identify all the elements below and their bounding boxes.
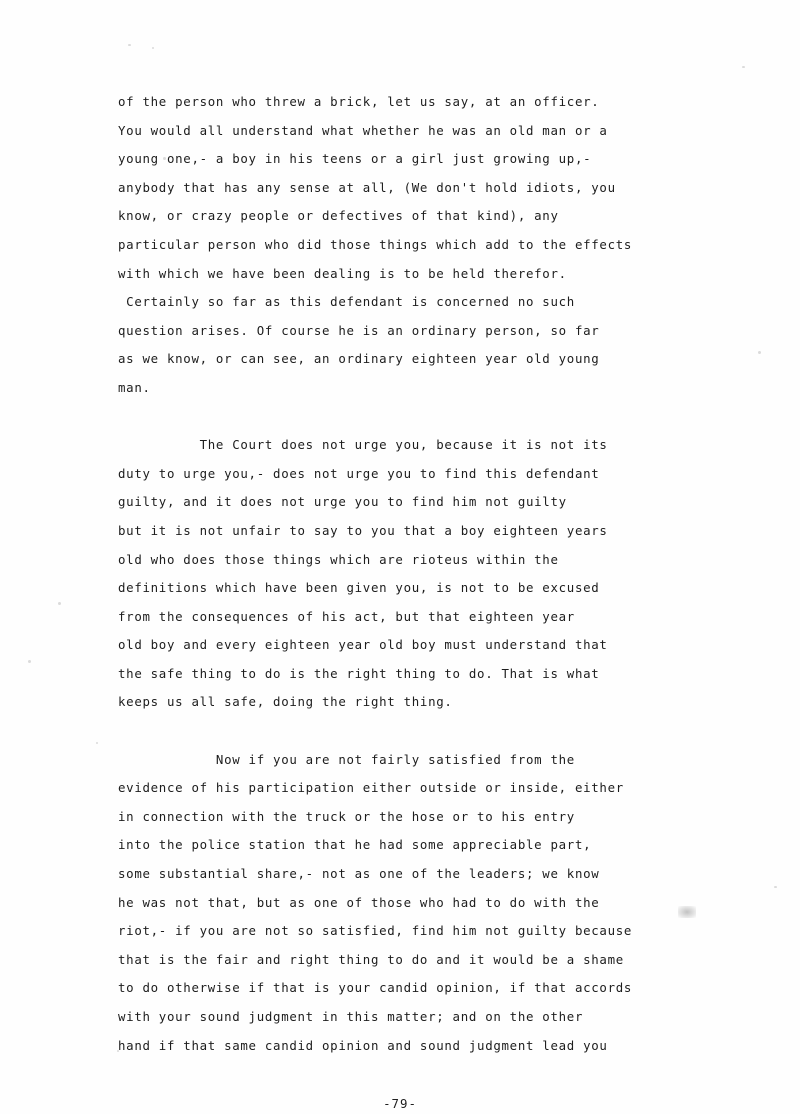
text-line: to do otherwise if that is your candid opinion, if that accords [118,980,633,996]
text-line: young one,- a boy in his teens or a girl just growing up,- [118,151,592,167]
text-line: hand if that same candid opinion and sound judgment lead you [118,1037,608,1053]
text-line: as we know, or can see, an ordinary eighteen year old young [118,351,600,367]
text-line: definitions which have been given you, is not to be excused [118,580,600,596]
paper-speck [774,886,777,888]
text-line: Now if you are not fairly satisfied from the [118,751,575,767]
paper-speck [28,660,31,663]
text-line: of the person who threw a brick, let us say, at an officer. [118,94,600,109]
text-line: the safe thing to do is the right thing to do. That is what [118,665,600,681]
paragraph [118,88,758,288]
text-line: with your sound judgment in this matter; and on the other [118,1009,584,1024]
text-line: particular person who did those things which add to the effects [118,236,633,252]
text-line: from the consequences of his act, but that eighteen year [118,608,575,624]
text-line: duty to urge you,- does not urge you to find this defendant [118,465,600,481]
text-line: know, or crazy people or defectives of that kind), any [118,208,559,224]
document-text-body [118,88,758,1060]
text-line: that is the fair and right thing to do and it would be a shame [118,951,624,967]
paper-speck [152,47,154,49]
text-line: with which we have been dealing is to be held therefor. [118,265,567,281]
text-line: anybody that has any sense at all, (We don't hold idiots, you [118,179,616,195]
text-line: Certainly so far as this defendant is concerned no such [118,294,575,310]
text-line: into the police station that he had some appreciable part, [118,837,592,853]
text-line: You would all understand what whether he was an old man or a [118,122,608,138]
paper-speck [96,742,98,744]
paper-speck [758,351,761,354]
text-line: but it is not unfair to say to you that a boy eighteen years [118,522,608,538]
text-line: The Court does not urge you, because it is not its [118,437,608,453]
text-line: old who does those things which are rioteus within the [118,551,559,567]
paragraph-gap [118,717,758,746]
text-line: evidence of his participation either outside or inside, either [118,780,624,796]
paragraph [118,746,758,1061]
text-line: he was not that, but as one of those who had to do with the [118,894,600,910]
text-line: keeps us all safe, doing the right thing. [118,694,453,710]
paper-speck [128,44,131,46]
paper-speck [58,602,61,605]
text-line: man. [118,379,151,395]
page-number: -79- [383,1096,417,1111]
paragraph-gap [118,403,758,432]
text-line: guilty, and it does not urge you to find him not guilty [118,494,567,510]
text-line: old boy and every eighteen year old boy must understand that [118,637,608,653]
text-line: some substantial share,- not as one of the leaders; we know [118,866,600,882]
paper-speck [742,66,745,68]
paragraph [118,431,758,717]
text-line: in connection with the truck or the hose or to his entry [118,808,575,824]
text-line: question arises. Of course he is an ordinary person, so far [118,322,600,338]
paragraph [118,288,758,402]
text-line: riot,- if you are not so satisfied, find him not guilty because [118,923,633,939]
